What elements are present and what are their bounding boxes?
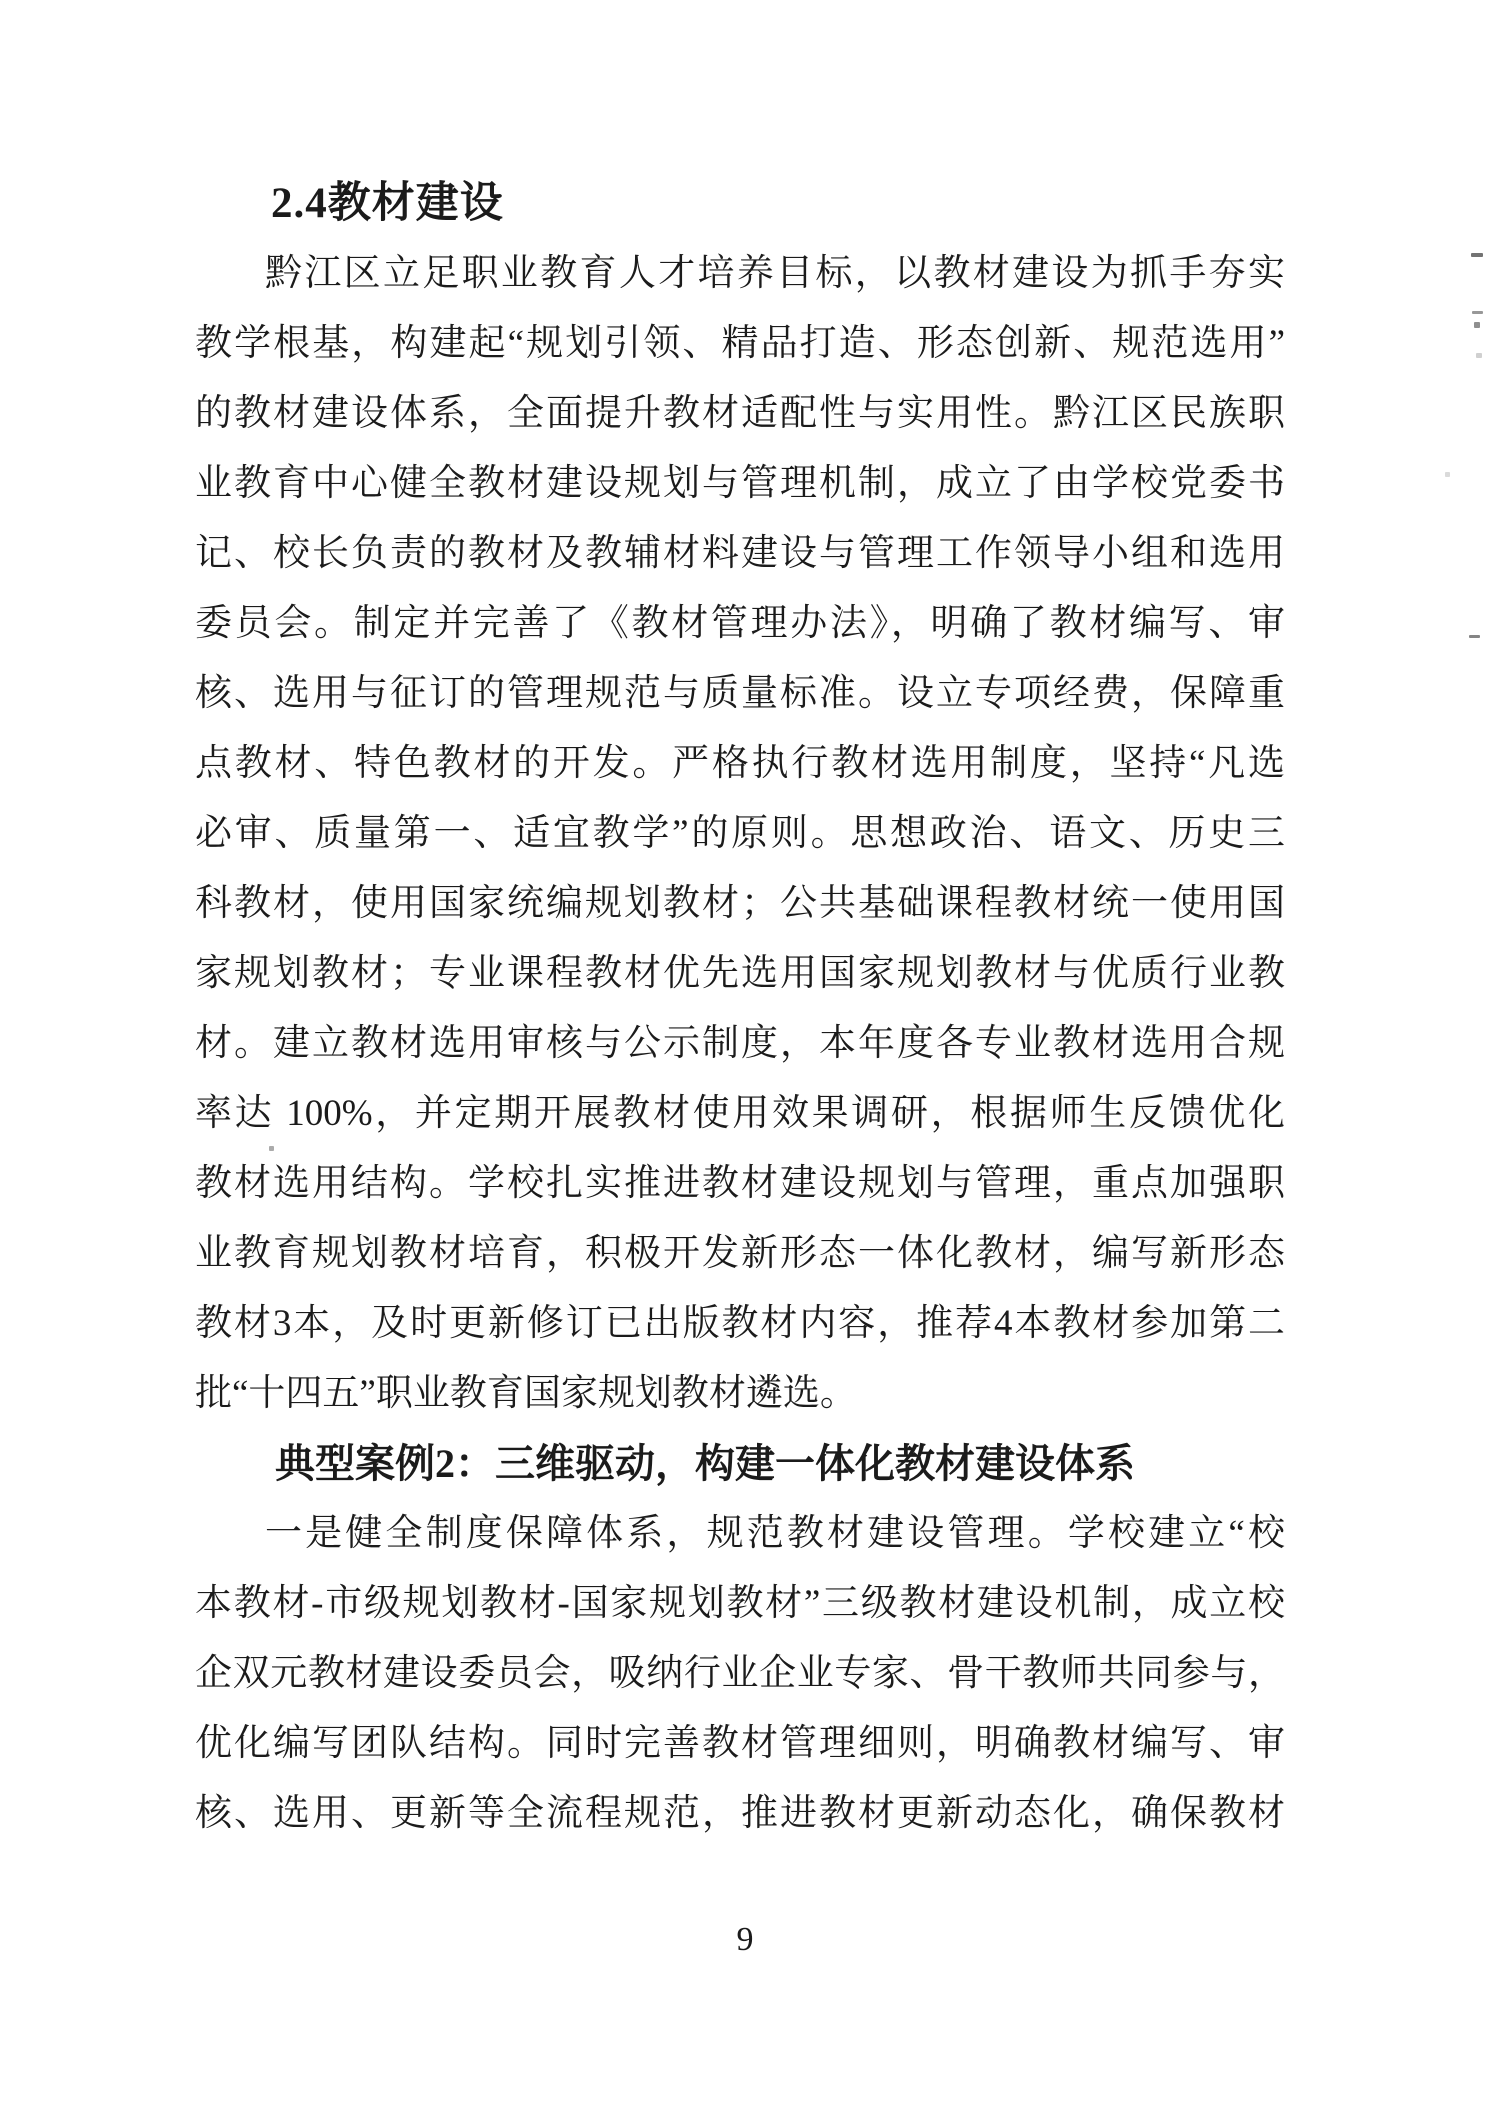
body-line: 业教育规划教材培育，积极开发新形态一体化教材，编写新形态 bbox=[195, 1233, 1285, 1274]
scan-speck bbox=[1445, 472, 1450, 477]
text-column bbox=[195, 169, 1285, 1849]
body-line: 核、选用、更新等全流程规范，推进教材更新动态化，确保教材 bbox=[195, 1793, 1285, 1834]
body-line: 教学根基，构建起“规划引领、精品打造、形态创新、规范选用” bbox=[195, 323, 1285, 364]
body-line: 一是健全制度保障体系，规范教材建设管理。学校建立“校 bbox=[265, 1513, 1285, 1554]
body-line: 材。建立教材选用审核与公示制度，本年度各专业教材选用合规 bbox=[195, 1023, 1285, 1064]
body-line: 的教材建设体系，全面提升教材适配性与实用性。黔江区民族职 bbox=[195, 393, 1285, 434]
body-line: 家规划教材；专业课程教材优先选用国家规划教材与优质行业教 bbox=[195, 953, 1285, 994]
body-line: 率达 100%，并定期开展教材使用效果调研，根据师生反馈优化 bbox=[195, 1093, 1285, 1134]
body-line: 本教材-市级规划教材-国家规划教材”三级教材建设机制，成立校 bbox=[195, 1583, 1285, 1624]
body-line: 必审、质量第一、适宜教学”的原则。思想政治、语文、历史三 bbox=[195, 813, 1285, 854]
scan-speck bbox=[1472, 311, 1483, 314]
scan-speck bbox=[1474, 322, 1480, 328]
case-heading: 典型案例2：三维驱动，构建一体化教材建设体系 bbox=[275, 1441, 1135, 1486]
body-line: 点教材、特色教材的开发。严格执行教材选用制度，坚持“凡选 bbox=[195, 743, 1285, 784]
body-line: 企双元教材建设委员会，吸纳行业企业专家、骨干教师共同参与， bbox=[195, 1653, 1285, 1694]
scan-speck bbox=[1471, 253, 1483, 257]
page-number: 9 bbox=[736, 1921, 754, 1958]
body-line: 科教材，使用国家统编规划教材；公共基础课程教材统一使用国 bbox=[195, 883, 1285, 924]
body-line: 教材选用结构。学校扎实推进教材建设规划与管理，重点加强职 bbox=[195, 1163, 1285, 1204]
body-line: 核、选用与征订的管理规范与质量标准。设立专项经费，保障重 bbox=[195, 673, 1285, 714]
body-line: 记、校长负责的教材及教辅材料建设与管理工作领导小组和选用 bbox=[195, 533, 1285, 574]
section-title: 2.4教材建设 bbox=[271, 180, 504, 227]
body-line: 批“十四五”职业教育国家规划教材遴选。 bbox=[195, 1373, 857, 1414]
body-line: 委员会。制定并完善了《教材管理办法》，明确了教材编写、审 bbox=[195, 603, 1285, 644]
body-line: 教材3本，及时更新修订已出版教材内容，推荐4本教材参加第二 bbox=[195, 1303, 1285, 1344]
body-line: 业教育中心健全教材建设规划与管理机制，成立了由学校党委书 bbox=[195, 463, 1285, 504]
scan-speck bbox=[1476, 353, 1482, 358]
body-line: 黔江区立足职业教育人才培养目标，以教材建设为抓手夯实 bbox=[265, 253, 1285, 294]
scan-speck bbox=[269, 1146, 274, 1151]
body-line: 优化编写团队结构。同时完善教材管理细则，明确教材编写、审 bbox=[195, 1723, 1285, 1764]
scan-speck bbox=[1469, 635, 1480, 638]
